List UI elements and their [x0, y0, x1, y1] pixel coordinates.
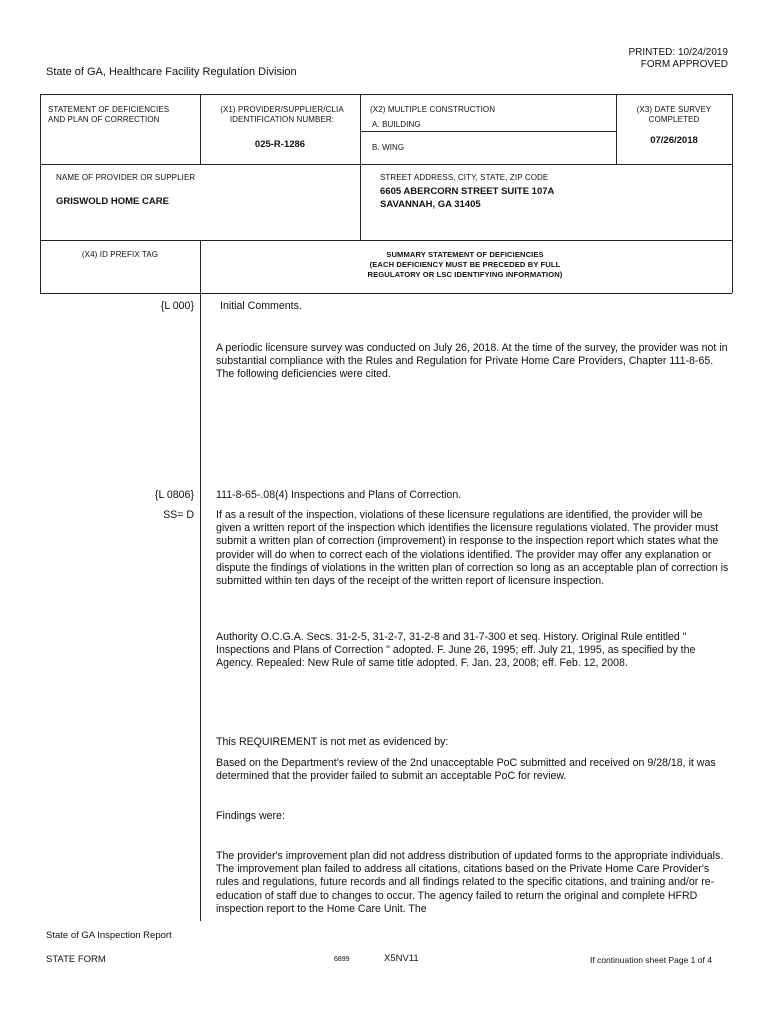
form-row-divider — [40, 164, 732, 165]
prefix-tag-l0806: {L 0806} — [154, 489, 194, 501]
prefix-tag-label: (X4) ID PREFIX TAG — [81, 250, 159, 259]
construction-label: (X2) MULTIPLE CONSTRUCTION — [370, 105, 496, 114]
report-name: State of GA Inspection Report — [46, 930, 172, 941]
provider-id-label: (X1) PROVIDER/SUPPLIER/CLIA IDENTIFICATION NUMBER: — [220, 105, 344, 124]
building-label: A. BUILDING — [372, 120, 421, 129]
provider-name: GRISWOLD HOME CARE — [56, 196, 169, 207]
form-header-bottom — [40, 293, 732, 294]
column-divider — [200, 240, 201, 293]
form-right-border — [732, 94, 733, 293]
construction-divider — [360, 131, 616, 132]
provider-id: 025-R-1286 — [254, 139, 306, 150]
scope-severity: SS= D — [163, 509, 194, 521]
form-approved: FORM APPROVED — [640, 59, 728, 70]
address-line1: 6605 ABERCORN STREET SUITE 107A — [380, 186, 555, 197]
summary-line1: SUMMARY STATEMENT OF DEFICIENCIES — [386, 250, 544, 259]
statement-label: STATEMENT OF DEFICIENCIES AND PLAN OF CORRECTION — [48, 105, 170, 124]
event-id: X5NV11 — [384, 953, 419, 964]
summary-line3: REGULATORY OR LSC IDENTIFYING INFORMATION) — [367, 270, 563, 279]
form-number: 6899 — [334, 956, 350, 963]
print-info — [629, 47, 729, 71]
rule-title: 111-8-65-.08(4) Inspections and Plans of Correction. — [216, 489, 462, 501]
improvement-paragraph: The provider's improvement plan did not address distribution of updated forms to the appropriate individuals. The improvement plan failed to address all citations, citations based on the Private Home Care Provider's rules and regulations, future records and all findings related to the specific citations, and training and/or re-education of staff due to changes to occur. The agency failed to return the original and complete HFRD inspection report to the Home Care Unit. The — [216, 850, 724, 915]
provider-name-label: NAME OF PROVIDER OR SUPPLIER — [56, 173, 196, 182]
date-survey-value: 07/26/2018 — [650, 135, 698, 146]
form-row-divider — [40, 240, 732, 241]
summary-line2: (EACH DEFICIENCY MUST BE PRECEDED BY FULL — [369, 260, 561, 269]
findings-label: Findings were: — [216, 810, 285, 822]
prefix-tag-l000: {L 000} — [160, 300, 194, 312]
column-divider — [360, 164, 361, 240]
page-indicator: If continuation sheet Page 1 of 4 — [590, 955, 712, 965]
authority-paragraph: Authority O.C.G.A. Secs. 31-2-5, 31-2-7, 31-2-8 and 31-7-300 et seq. History. Original Rule entitled " Inspections and Plans of Correction " adopted. F. June 26, 1995; eff. July 21, 1995, as specified by the Agency. Repealed: New Rule of same title adopted. F. Jan. 23, 2008; eff. Feb. 12, 2008. — [216, 631, 696, 670]
column-divider — [360, 94, 361, 164]
requirement-statement: This REQUIREMENT is not met as evidenced by: — [216, 736, 449, 748]
review-paragraph: Based on the Department's review of the 2nd unacceptable PoC submitted and received on 9/28/18, it was determined that the provider failed to submit an acceptable PoC for review. — [216, 757, 716, 783]
initial-comments-paragraph: A periodic licensure survey was conducted on July 26, 2018. At the time of the survey, the provider was not in substantial compliance with the Rules and Regulation for Private Home Care Providers, Chapter 111-8-65. The following deficiencies were cited. — [216, 342, 728, 381]
column-divider — [200, 94, 201, 164]
wing-label: B. WING — [372, 143, 405, 152]
form-name: STATE FORM — [46, 954, 106, 965]
rule-paragraph: If as a result of the inspection, violations of these licensure regulations are identified, the provider will be given a written report of the inspection which identifies the licensure regulations violated. The provider must submit a written plan of correction (improvement) in response to the inspection report which states what the provider will do when to correct each of the violations identified. The provider may offer any explanation or dispute the findings of violations in the written plan of correction so long as an acceptable plan of correction is submitted within ten days of the receipt of the written report of licensure inspection. — [216, 509, 729, 588]
date-survey-label: (X3) DATE SURVEY COMPLETED — [636, 105, 712, 124]
address-line2: SAVANNAH, GA 31405 — [380, 199, 481, 210]
agency-name: State of GA, Healthcare Facility Regulation Division — [46, 66, 297, 78]
address-label: STREET ADDRESS, CITY, STATE, ZIP CODE — [380, 173, 549, 182]
initial-comments-title: Initial Comments. — [220, 300, 302, 312]
form-top-border — [40, 94, 732, 95]
body-column-divider — [200, 293, 201, 921]
summary-header — [300, 250, 630, 280]
printed-date: PRINTED: 10/24/2019 — [628, 47, 728, 58]
form-left-border — [40, 94, 41, 293]
